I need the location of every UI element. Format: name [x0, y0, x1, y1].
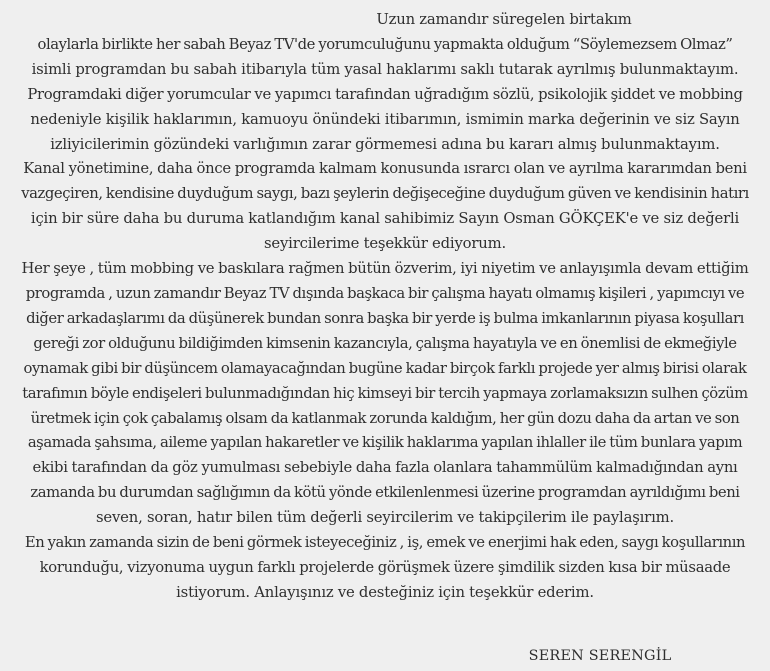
- statement-line: Her şeye , tüm mobbing ve baskılara rağmen bütün özverim, iyi niyetim ve anlayışımla devam ettiğim: [21, 260, 749, 278]
- statement-line: aşamada şahsıma, aileme yapılan hakaretler ve kişilik haklarıma yapılan ihlaller ile tüm bunlara yapım: [27, 434, 743, 452]
- statement-line: Programdaki diğer yorumcular ve yapımcı tarafından uğradığım sözlü, psikolojik şiddet ve mobbing: [27, 85, 743, 103]
- statement-line: diğer arkadaşlarımı da düşünerek bundan sonra başka bir yerde iş bulma imkanlarının piyasa koşulları: [26, 309, 744, 327]
- statement-line: üretmek için çok çabalamış olsam da katlanmak zorunda kaldığım, her gün dozu daha da artan ve son: [30, 409, 740, 427]
- statement-line: vazgeçiren, kendisine duyduğum saygı, bazı şeylerin değişeceğine duyduğum güven ve kendisinin hatırı: [21, 185, 749, 203]
- statement-line: programda , uzun zamandır Beyaz TV dışında başkaca bir çalışma hayatı olmamış kişileri , yapımcıyı ve: [25, 284, 745, 302]
- statement-line: En yakın zamanda sizin de beni görmek isteyeceğiniz , iş, emek ve enerjimi hak eden, saygı koşullarının: [24, 534, 746, 552]
- statement-line: Uzun zamandır süregelen birtakım: [376, 11, 632, 28]
- statement-line: seven, soran, hatır bilen tüm değerli seyircilerim ve takipçilerim ile paylaşırım.: [96, 509, 674, 527]
- statement-line: istiyorum. Anlayışınız ve desteğiniz için teşekkür ederim.: [176, 583, 594, 601]
- statement-line: olaylarla birlikte her sabah Beyaz TV'de yorumculuğunu yapmakta olduğum “Söylemezsem Olmaz”: [37, 35, 733, 53]
- statement-line: tarafımın böyle endişeleri bulunmadığından hiç kimseyi bir tercih yapmaya zorlamaksızın sulhen çözüm: [22, 384, 748, 402]
- statement-line: seyircilerime teşekkür ediyorum.: [263, 235, 507, 253]
- statement-line: ekibi tarafından da göz yumulması sebebiyle daha fazla olanlara tahammülüm kalmadığından aynı: [32, 459, 738, 477]
- statement-line: için bir süre daha bu duruma katlandığım kanal sahibimiz Sayın Osman GÖKÇEK'e ve siz değerli: [30, 210, 740, 228]
- statement-line: izliyicilerimin gözündeki varlığımın zarar görmemesi adına bu kararı almış bulunmaktayım.: [50, 135, 720, 153]
- statement-line: gereği zor olduğunu bildiğimden kimsenin kazancıyla, çalışma hayatıyla ve en önemlisi de ekmeğiyle: [33, 334, 737, 352]
- statement-line: isimli programdan bu sabah itibarıyla tüm yasal haklarımı saklı tutarak ayrılmış bulunmaktayım.: [31, 60, 739, 78]
- statement-line: korunduğu, vizyonuma uygun farklı projelerde görüşmek üzere şimdilik sizden kısa bir müsaade: [39, 558, 731, 576]
- statement-line: nedeniyle kişilik haklarımın, kamuoyu önündeki itibarımın, ismimin marka değerinin ve siz Sayın: [30, 110, 740, 128]
- statement-text: [6, 8, 764, 606]
- statement-line: oynamak gibi bir düşüncem olamayacağından bugüne kadar birçok farklı projede yer almış birisi olarak: [23, 359, 747, 377]
- statement-line: zamanda bu durumdan sağlığımın da kötü yönde etkilenlenmesi üzerine programdan ayrıldığımı beni: [30, 484, 740, 502]
- signature: SEREN SERENGİL: [528, 648, 672, 664]
- statement-line: Kanal yönetimine, daha önce programda kalmam konusunda ısrarcı olan ve ayrılma kararımdan beni: [23, 160, 747, 178]
